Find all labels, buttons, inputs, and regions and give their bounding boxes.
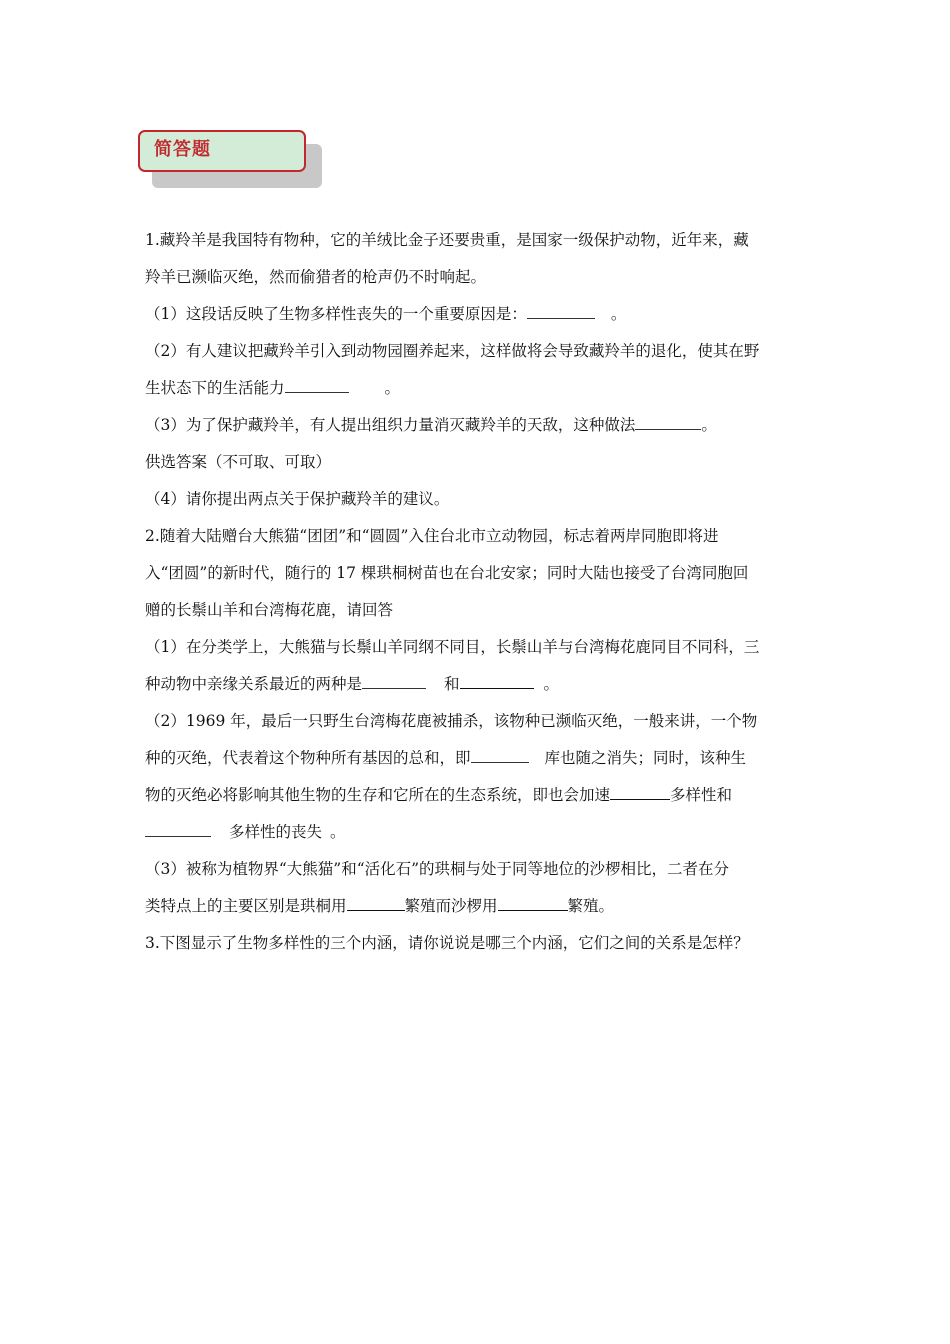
q3-stem: 3.下图显示了生物多样性的三个内涵，请你说说是哪三个内涵，它们之间的关系是怎样？ — [145, 934, 749, 952]
q2-part-2-end: 。 — [330, 823, 346, 841]
q2-part-3-line-1: （3）被称为植物界“大熊猫”和“活化石”的珙桐与处于同等地位的沙椤相比，二者在分 — [145, 860, 730, 878]
q2-stem-line-3: 赠的长鬃山羊和台湾梅花鹿，请回答 — [145, 601, 394, 619]
q2-part-1-text: 种动物中亲缘关系最近的两种是 — [145, 675, 363, 693]
q2-part-1-end: 。 — [543, 675, 560, 693]
q2-part-2-line-1: （2）1969 年，最后一只野生台湾梅花鹿被捕杀，该物种已濒临灭绝，一般来讲，一个物 — [145, 712, 758, 730]
q2-part-2-line-3 — [145, 777, 811, 814]
q2-part-1-line-1: （1）在分类学上，大熊猫与长鬃山羊同纲不同目，长鬃山羊与台湾梅花鹿同目不同科，三 — [145, 638, 760, 656]
section-title: 简答题 — [154, 139, 211, 160]
q2-part-3-end: 繁殖。 — [567, 897, 615, 915]
q1-part-1 — [145, 296, 811, 333]
q2-part-1-answer-blank-2[interactable] — [460, 673, 534, 689]
q1-stem-line-1: 1.藏羚羊是我国特有物种，它的羊绒比金子还要贵重，是国家一级保护动物，近年来，藏 — [145, 231, 749, 249]
q1-part-2-answer-blank[interactable] — [285, 377, 349, 393]
question-list — [145, 222, 811, 962]
q2-part-2-answer-blank-3[interactable] — [145, 821, 211, 837]
q1-part-2-end: 。 — [384, 379, 401, 397]
q1-part-3-end: 。 — [701, 416, 717, 434]
q2-part-3-text-1: 类特点上的主要区别是珙桐用 — [145, 897, 347, 915]
q1-part-3 — [145, 407, 811, 444]
q1-part-1-text: （1）这段话反映了生物多样性丧失的一个重要原因是： — [145, 305, 527, 323]
section-header — [138, 130, 324, 190]
q1-part-3-text: （3）为了保护藏羚羊，有人提出组织力量消灭藏羚羊的天敌，这种做法 — [145, 416, 636, 434]
q2-part-3-answer-blank-2[interactable] — [498, 895, 568, 911]
q2-stem-line-1: 2.随着大陆赠台大熊猫“团团”和“圆圆”入住台北市立动物园，标志着两岸同胞即将进 — [145, 527, 719, 545]
q2-part-1-and: 和 — [444, 675, 460, 693]
q1-part-3-answer-blank[interactable] — [635, 414, 701, 430]
q1-part-2-line-1: （2）有人建议把藏羚羊引入到动物园圈养起来，这样做将会导致藏羚羊的退化，使其在野 — [145, 342, 760, 360]
q2-part-3-answer-blank-1[interactable] — [347, 895, 405, 911]
q2-part-2-text-5: 多样性的丧失 — [229, 823, 323, 841]
q2-stem-line-2: 入“团圆”的新时代，随行的 17 棵珙桐树苗也在台北安家；同时大陆也接受了台湾同胞回 — [145, 564, 749, 582]
q2-part-2-answer-blank-1[interactable] — [471, 747, 529, 763]
q1-stem-line-2: 羚羊已濒临灭绝，然而偷猎者的枪声仍不时响起。 — [145, 268, 487, 286]
q2-part-3-line-2 — [145, 888, 811, 925]
q1-part-1-answer-blank[interactable] — [527, 303, 595, 319]
q2-part-2-text-1: 种的灭绝，代表着这个物种所有基因的总和，即 — [145, 749, 471, 767]
q1-answer-options: 供选答案（不可取、可取） — [145, 453, 332, 471]
section-header-box — [138, 130, 306, 172]
q1-part-2-text: 生状态下的生活能力 — [145, 379, 285, 397]
q1-part-4: （4）请你提出两点关于保护藏羚羊的建议。 — [145, 490, 450, 508]
q1-part-1-end: 。 — [610, 305, 627, 323]
q2-part-1-answer-blank-1[interactable] — [362, 673, 426, 689]
q1-part-2-line-2 — [145, 370, 811, 407]
q2-part-2-answer-blank-2[interactable] — [610, 784, 670, 800]
q2-part-2-line-2 — [145, 740, 811, 777]
q2-part-1-line-2 — [145, 666, 811, 703]
q2-part-2-text-2: 库也随之消失；同时，该种生 — [544, 749, 747, 767]
q2-part-2-text-3: 物的灭绝必将影响其他生物的生存和它所在的生态系统，即也会加速 — [145, 786, 611, 804]
q2-part-2-line-4 — [145, 814, 811, 851]
q2-part-3-text-2: 繁殖而沙椤用 — [404, 897, 498, 915]
q2-part-2-text-4: 多样性和 — [670, 786, 733, 804]
